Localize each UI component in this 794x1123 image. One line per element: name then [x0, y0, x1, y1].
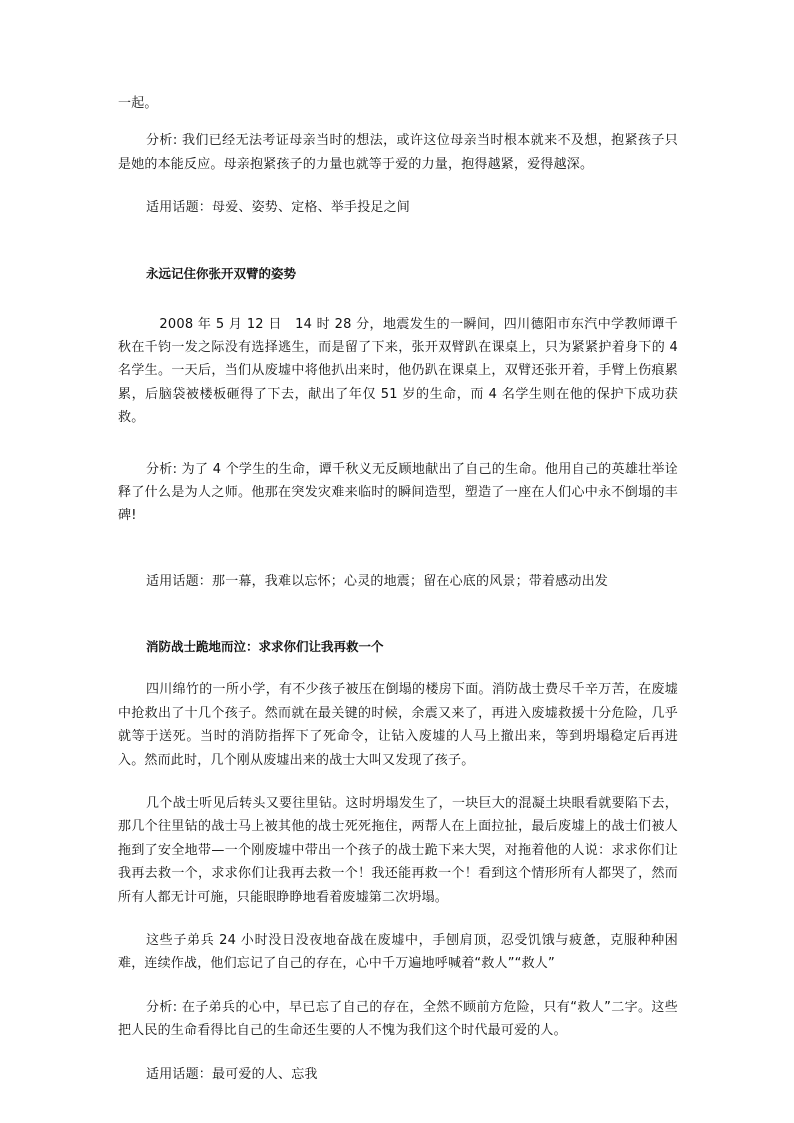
document-page: [118, 92, 678, 1086]
analysis-paragraph-tan-qianqiu: 分析: 为了 4 个学生的生命，谭千秋义无反顾地献出了自己的生命。他用自己的英雄壮举诠释了什么是为人之师。他那在突发灾难来临时的瞬间造型，塑造了一座在人们心中永不倒塌的丰碑!: [118, 461, 678, 524]
topics-paragraph-mother: 适用话题：母爱、姿势、定格、举手投足之间: [146, 200, 411, 216]
section-heading-tan-qianqiu: 永远记住你张开双臂的姿势: [146, 265, 297, 281]
story-paragraph-firefighter-2: 几个战士听见后转头又要往里钻。这时坍塌发生了，一块巨大的混凝土块眼看就要陷下去，那几个往里钻的战士马上被其他的战士死死拖住，两帮人在上面拉扯，最后废墟上的战士们被人拖到了安全地带—一个刚废墟中带出一个孩子的战士跪下来大哭，对拖着他的人说：求求你们让我再去救一个，求求你们让我再去救一个！我还能再救一个！看到这个情形所有人都哭了，然而所有人都无计可施，只能眼睁睁地看着废墟第二次坍塌。: [118, 795, 678, 905]
analysis-paragraph-mother: 分析: 我们已经无法考证母亲当时的想法，或许这位母亲当时根本就来不及想，抱紧孩子只是她的本能反应。母亲抱紧孩子的力量也就等于爱的力量，抱得越紧，爱得越深。: [118, 133, 678, 172]
story-paragraph-firefighter-3: 这些子弟兵 24 小时没日没夜地奋战在废墟中，手刨肩顶，忍受饥饿与疲惫，克服种种困难，连续作战，他们忘记了自己的存在，心中千万遍地呼喊着“救人”“救人”: [118, 932, 678, 972]
topics-paragraph-tan-qianqiu: 适用话题：那一幕，我难以忘怀；心灵的地震；留在心底的风景；带着感动出发: [146, 573, 609, 589]
analysis-paragraph-firefighter: 分析: 在子弟兵的心中，早已忘了自己的存在，全然不顾前方危险，只有“救人”二字。这些把人民的生命看得比自己的生命还生要的人不愧为我们这个时代最可爱的人。: [118, 999, 678, 1039]
paragraph-continuation: 一起。: [118, 96, 158, 111]
section-heading-firefighter: 消防战士跪地而泣：求求你们让我再救一个: [146, 639, 384, 655]
story-paragraph-firefighter-1: 四川绵竹的一所小学，有不少孩子被压在倒塌的楼房下面。消防战士费尽千辛万苦，在废墟中抢救出了十几个孩子。然而就在最关键的时候，余震又来了，再进入废墟救援十分危险，几乎就等于送死。当时的消防指挥下了死命令，让钻入废墟的人马上撤出来，等到坍塌稳定后再进入。然而此时，几个刚从废墟出来的战士大叫又发现了孩子。: [118, 682, 678, 768]
topics-paragraph-firefighter: 适用话题：最可爱的人、忘我: [146, 1066, 318, 1082]
story-paragraph-tan-qianqiu: 2008 年 5 月 12 日 14 时 28 分，地震发生的一瞬间，四川德阳市东汽中学教师谭千秋在千钧一发之际没有选择逃生，而是留了下来，张开双臂趴在课桌上，只为紧紧护着身下的 4 名学生。一天后，当们从废墟中将他扒出来时，他仍趴在课桌上，双臂还张开着，手臂上伤痕累累，后脑袋被楼板砸得了下去，献出了年仅 51 岁的生命，而 4 名学生则在他的保护下成功获救。: [118, 316, 678, 426]
